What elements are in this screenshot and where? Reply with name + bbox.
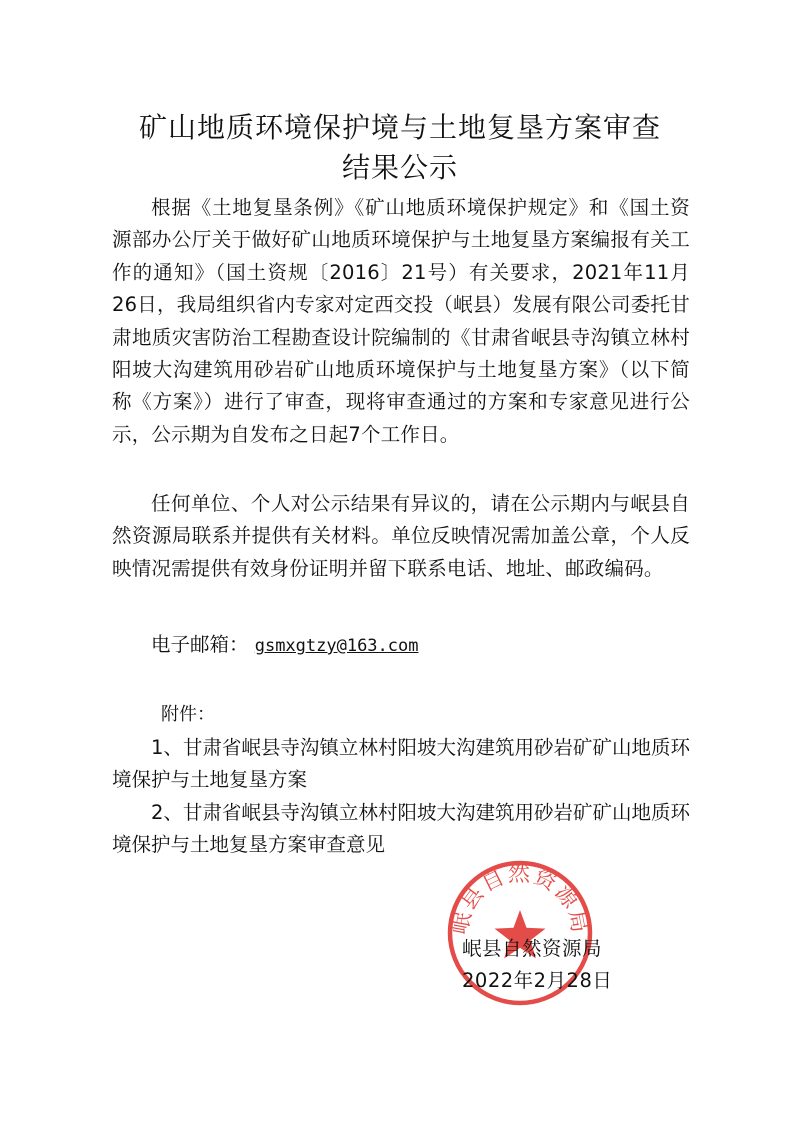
body-paragraph-2: 任何单位、个人对公示结果有异议的，请在公示期内与岷县自然资源局联系并提供有关材料。单位反映情况需加盖公章，个人反映情况需提供有效身份证明并留下联系电话、地址、邮政编码。 — [112, 492, 690, 580]
attachments-label: 附件： — [161, 704, 215, 725]
body-paragraph-1: 根据《土地复垦条例》《矿山地质环境保护规定》和《国土资源部办公厅关于做好矿山地质环境保护与土地复垦方案编报有关工作的通知》（国土资规〔2016〕21号）有关要求，2021年11月26日，我局组织省内专家对定西交投（岷县）发展有限公司委托甘肃地质灾害防治工程勘查设计院编制的《甘肃省岷县寺沟镇立林村阳坡大沟建筑用砂岩矿山地质环境保护与土地复垦方案》（以下简称《方案》）进行了审查，现将审查通过的方案和专家意见进行公示，公示期为自发布之日起7个工作日。 — [112, 196, 690, 446]
email-label: 电子邮箱： — [151, 633, 249, 656]
email-link[interactable]: gsmxgtzy@163.com — [254, 636, 419, 656]
attachment-item-1: 1、甘肃省岷县寺沟镇立林村阳坡大沟建筑用砂岩矿矿山地质环境保护与土地复垦方案 — [112, 736, 690, 792]
email-line — [151, 629, 418, 662]
document-title: 矿山地质环境保护境与土地复垦方案审查 — [138, 111, 661, 144]
signature-organization: 岷县自然资源局 — [462, 937, 603, 960]
svg-text:岷县自然资源局: 岷县自然资源局 — [448, 862, 592, 937]
attachment-item-2: 2、甘肃省岷县寺沟镇立林村阳坡大沟建筑用砂岩矿矿山地质环境保护与土地复垦方案审查意见 — [112, 801, 690, 857]
document-subtitle: 结果公示 — [341, 151, 458, 184]
signature-date: 2022年2月28日 — [462, 969, 613, 992]
